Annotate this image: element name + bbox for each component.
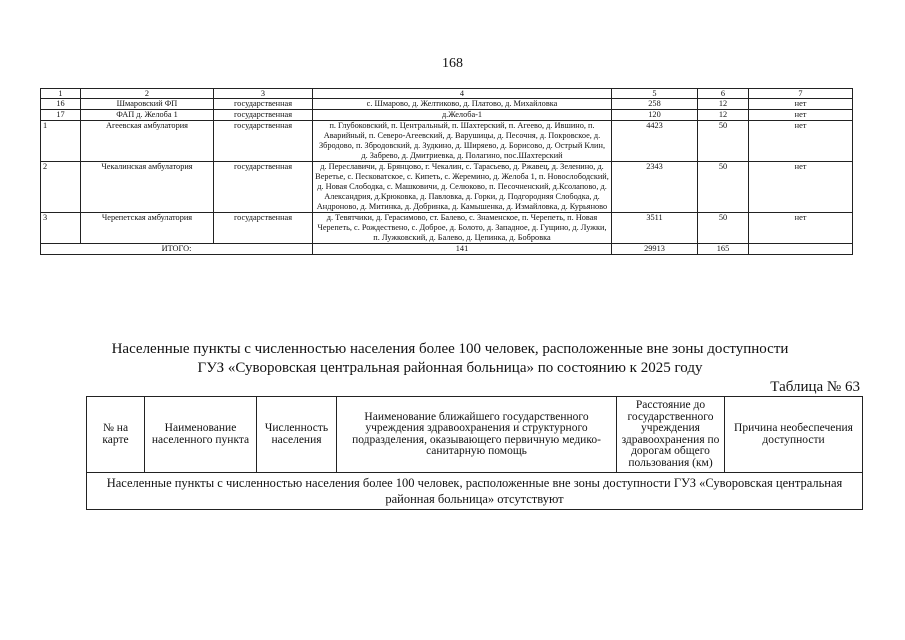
note-row xyxy=(87,473,863,510)
distance: 50 xyxy=(698,121,749,162)
header-nearest-facility: Наименование ближайшего государственного учреждения здравоохранения и структурного подразделения, оказывающего первичную медико-санитарную помощь xyxy=(337,397,617,473)
table-row xyxy=(41,213,853,244)
distance: 12 xyxy=(698,110,749,121)
flag: нет xyxy=(749,121,853,162)
column-number: 3 xyxy=(214,89,313,99)
population: 120 xyxy=(612,110,698,121)
population: 3511 xyxy=(612,213,698,244)
row-number: 16 xyxy=(41,99,81,110)
table-row xyxy=(41,162,853,213)
header-map-number: № на карте xyxy=(87,397,145,473)
settlements: д. Переславичи, д. Брянцово, г. Чекалин, с. Тарасьево, д. Ржавец, д. Зеленино, д. Веретье, с. Песковатское, с. Кипеть, с. Жеремино, д. Желоба 1, п. Новослободский, д. Новая Слободка, с. Машковичи, д. Селюково, п. Песочненский, д.Ксолапово, д. Александрия, д.Крюковка, д. Павловка, д. Горки, д. Подгородняя Слободка, д. Андроново, д. Митинка, д. Добринка, д. Камышенка, д. Измайловка, д. Курьяново xyxy=(313,162,612,213)
column-number: 1 xyxy=(41,89,81,99)
header-reason: Причина необеспечения доступности xyxy=(725,397,863,473)
facility-name: Черепетская амбулатория xyxy=(81,213,214,244)
facility-name: Чекалинская амбулатория xyxy=(81,162,214,213)
column-number: 6 xyxy=(698,89,749,99)
flag: нет xyxy=(749,162,853,213)
total-population: 29913 xyxy=(612,244,698,255)
row-number: 17 xyxy=(41,110,81,121)
settlements: д.Желоба-1 xyxy=(313,110,612,121)
settlements: с. Шмарово, д. Желтиково, д. Платово, д. Михайловка xyxy=(313,99,612,110)
distance: 12 xyxy=(698,99,749,110)
table-row xyxy=(41,121,853,162)
column-number: 5 xyxy=(612,89,698,99)
ownership-form: государственная xyxy=(214,121,313,162)
ownership-form: государственная xyxy=(214,99,313,110)
ownership-form: государственная xyxy=(214,213,313,244)
distance: 50 xyxy=(698,213,749,244)
table-row xyxy=(41,110,853,121)
facility-name: Агеевская амбулатория xyxy=(81,121,214,162)
flag: нет xyxy=(749,110,853,121)
facility-name: Шмаровский ФП xyxy=(81,99,214,110)
population: 258 xyxy=(612,99,698,110)
flag: нет xyxy=(749,213,853,244)
ownership-form: государственная xyxy=(214,110,313,121)
table-label: Таблица № 63 xyxy=(770,379,860,395)
row-number: 2 xyxy=(41,162,81,213)
table-row xyxy=(41,99,853,110)
distance: 50 xyxy=(698,162,749,213)
facility-name: ФАП д. Желоба 1 xyxy=(81,110,214,121)
total-label: ИТОГО: xyxy=(41,244,313,255)
total-distance: 165 xyxy=(698,244,749,255)
header-settlement-name: Наименование населенного пункта xyxy=(145,397,257,473)
population: 4423 xyxy=(612,121,698,162)
column-number: 2 xyxy=(81,89,214,99)
section-heading-line1: Населенные пункты с численностью населения более 100 человек, расположенные вне зоны доступности xyxy=(111,341,789,357)
accessibility-table xyxy=(86,396,863,510)
page-number: 168 xyxy=(442,56,463,71)
header-distance: Расстояние до государственного учреждения здравоохранения по дорогам общего пользования (км) xyxy=(617,397,725,473)
total-row xyxy=(41,244,853,255)
population: 2343 xyxy=(612,162,698,213)
settlements: д. Тевятчики, д. Герасимово, ст. Балево, с. Знаменское, п. Черепеть, п. Новая Черепеть, с. Рождествено, с. Доброе, д. Болото, д. Западное, д. Гущино, д. Лужки, п. Лужковский, д. Балево, д. Цепинка, д. Бобровка xyxy=(313,213,612,244)
facilities-table xyxy=(40,88,853,255)
flag: нет xyxy=(749,99,853,110)
row-number: 3 xyxy=(41,213,81,244)
column-number: 4 xyxy=(313,89,612,99)
total-empty-cell xyxy=(749,244,853,255)
header-population: Численность населения xyxy=(257,397,337,473)
absence-note: Населенные пункты с численностью населения более 100 человек, расположенные вне зоны доступности ГУЗ «Суворовская центральная районная больница» отсутствуют xyxy=(87,473,863,510)
section-heading-line2: ГУЗ «Суворовская центральная районная больница» по состоянию к 2025 году xyxy=(197,360,703,376)
table-header-row xyxy=(41,89,853,99)
row-number: 1 xyxy=(41,121,81,162)
total-settlements: 141 xyxy=(313,244,612,255)
settlements: п. Глубоковский, п. Центральный, п. Шахтерский, п. Агеево, д. Ившино, п. Аварийный, п. Северо-Агеевский, д. Варушицы, д. Песочня, д. Покровское, д. Збродово, п. Збродовский, д. Зудкино, д. Ширяево, д. Борисово, д. Острый Клин, д. Забрево, д. Дмитриевка, д. Полагино, пос.Шахтерский xyxy=(313,121,612,162)
ownership-form: государственная xyxy=(214,162,313,213)
table-header-row xyxy=(87,397,863,473)
column-number: 7 xyxy=(749,89,853,99)
